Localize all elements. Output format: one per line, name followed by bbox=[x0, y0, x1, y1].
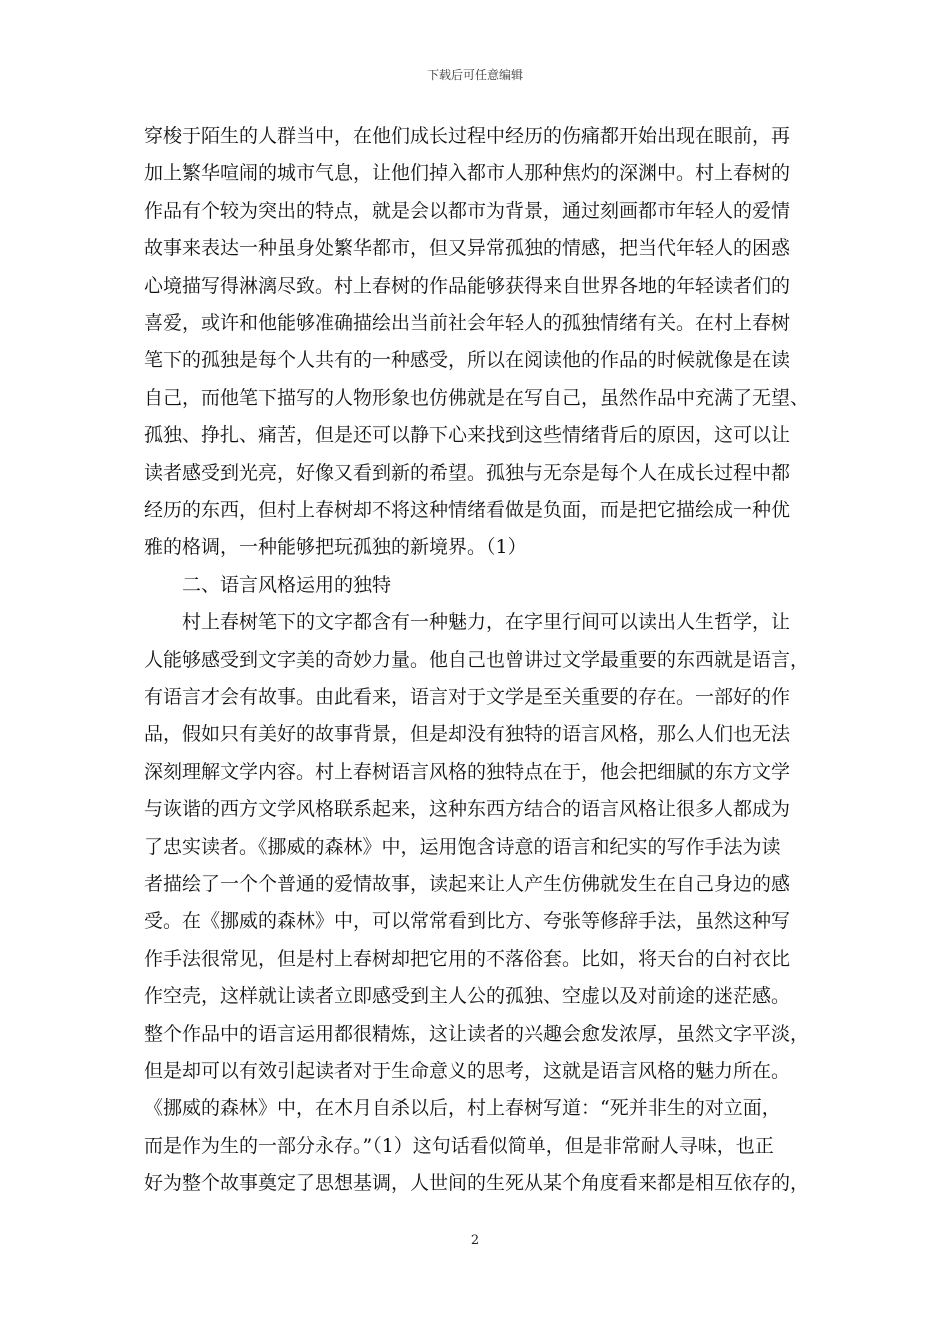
section-heading: 二、语言风格运用的独特 bbox=[182, 573, 392, 596]
text-line: 喜爱，或许和他能够准确描绘出当前社会年轻人的孤独情绪有关。在村上春树 bbox=[144, 312, 791, 334]
text-line: 穿梭于陌生的人群当中，在他们成长过程中经历的伤痛都开始出现在眼前，再 bbox=[144, 125, 791, 147]
text-line: 笔下的孤独是每个人共有的一种感受，所以在阅读他的作品的时候就像是在读 bbox=[144, 349, 791, 372]
text-line: 了忠实读者。《挪威的森林》中，运用饱含诗意的语言和纪实的写作手法为读 bbox=[144, 835, 781, 858]
text-line: 作空壳，这样就让读者立即感受到主人公的孤独、空虚以及对前途的迷茫感。 bbox=[144, 985, 791, 1008]
text-line: 作品有个较为突出的特点，就是会以都市为背景，通过刻画都市年轻人的爱情 bbox=[144, 199, 791, 222]
text-line: 整个作品中的语言运用都很精炼，这让读者的兴趣会愈发浓厚，虽然文字平淡， bbox=[144, 1022, 810, 1045]
text-line: 受。在《挪威的森林》中，可以常常看到比方、夸张等修辞手法，虽然这种写 bbox=[144, 910, 791, 933]
text-line: 作手法很常见，但是村上春树却把它用的不落俗套。比如，将天台的白衬衣比 bbox=[144, 947, 791, 970]
text-line: 孤独、挣扎、痛苦，但是还可以静下心来找到这些情绪背后的原因，这可以让 bbox=[144, 424, 791, 447]
text-line: 村上春树笔下的文字都含有一种魅力，在字里行间可以读出人生哲学，让 bbox=[182, 611, 791, 634]
text-line: 读者感受到光亮，好像又看到新的希望。孤独与无奈是每个人在成长过程中都 bbox=[144, 461, 791, 484]
text-line: 《挪威的森林》中，在木月自杀以后，村上春树写道：“死并非生的对立面， bbox=[144, 1097, 781, 1120]
text-line: 经历的东西，但村上春树却不将这种情绪看做是负面，而是把它描绘成一种优 bbox=[144, 499, 791, 521]
text-line: 自己，而他笔下描写的人物形象也仿佛就是在写自己，虽然作品中充满了无望、 bbox=[144, 386, 810, 409]
text-line: 加上繁华喧闹的城市气息，让他们掉入都市人那种焦灼的深渊中。村上春树的 bbox=[144, 162, 791, 185]
text-line: 而是作为生的一部分永存。”（1）这句话看似简单，但是非常耐人寻味，也正 bbox=[144, 1134, 774, 1157]
text-line: 深刻理解文学内容。村上春树语言风格的独特点在于，他会把细腻的东方文学 bbox=[144, 760, 791, 783]
page-header: 下载后可任意编辑 bbox=[426, 68, 523, 82]
text-line: 有语言才会有故事。由此看来，语言对于文学是至关重要的存在。一部好的作 bbox=[144, 686, 791, 708]
text-line: 故事来表达一种虽身处繁华都市，但又异常孤独的情感，把当代年轻人的困惑 bbox=[144, 237, 791, 260]
text-line: 雅的格调，一种能够把玩孤独的新境界。（1） bbox=[144, 536, 527, 559]
text-line: 者描绘了一个个普通的爱情故事，读起来让人产生仿佛就发生在自己身边的感 bbox=[144, 873, 791, 895]
text-line: 但是却可以有效引起读者对于生命意义的思考，这就是语言风格的魅力所在。 bbox=[144, 1060, 791, 1082]
text-line: 心境描写得淋漓尽致。村上春树的作品能够获得来自世界各地的年轻读者们的 bbox=[144, 274, 791, 297]
text-line: 好为整个故事奠定了思想基调，人世间的生死从某个角度看来都是相互依存的， bbox=[144, 1172, 810, 1195]
text-line: 人能够感受到文字美的奇妙力量。他自己也曾讲过文学最重要的东西就是语言， bbox=[144, 648, 810, 671]
text-line: 品，假如只有美好的故事背景，但是却没有独特的语言风格，那么人们也无法 bbox=[144, 723, 791, 746]
page-number: 2 bbox=[470, 1233, 480, 1248]
text-line: 与诙谐的西方文学风格联系起来，这种东西方结合的语言风格让很多人都成为 bbox=[144, 798, 791, 821]
